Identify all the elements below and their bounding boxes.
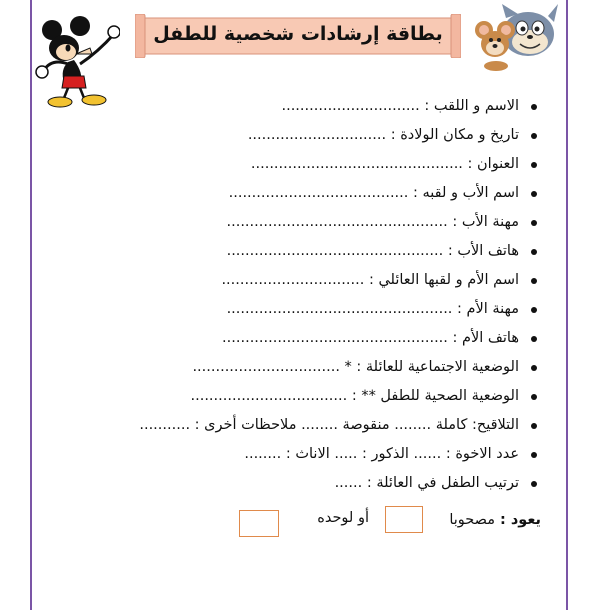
- accompanied-label: مصحوبا: [449, 512, 495, 528]
- field-father-name: اسم الأب و لقبه : .......................................: [67, 179, 537, 208]
- alone-label: أو لوحده: [317, 510, 369, 526]
- field-birth-date-place: تاريخ و مكان الولادة : ..............................: [67, 121, 537, 150]
- tom-and-jerry-illustration: [466, 4, 566, 72]
- field-child-name: الاسم و اللقب : ..............................: [67, 92, 537, 121]
- field-father-phone: هاتف الأب : ...............................................: [67, 237, 537, 266]
- field-mother-phone: هاتف الأم : .................................................: [67, 324, 537, 353]
- field-siblings-count: عدد الاخوة : ...... الذكور : ..... الاناث : ........: [67, 440, 537, 469]
- field-address: العنوان : ..............................................: [67, 150, 537, 179]
- field-mother-name: اسم الأم و لقبها العائلي : ...............................: [67, 266, 537, 295]
- field-birth-order: ترتيب الطفل في العائلة : ......: [67, 469, 537, 498]
- return-options: [241, 506, 541, 538]
- alone-checkbox[interactable]: [239, 510, 279, 537]
- title-banner: [135, 14, 461, 58]
- return-label: يعود :: [499, 512, 541, 528]
- field-father-job: مهنة الأب : ................................................: [67, 208, 537, 237]
- info-form: [67, 92, 537, 498]
- accompanied-checkbox[interactable]: [385, 506, 423, 533]
- field-vaccinations: التلاقيح: كاملة ........ منقوصة ........ ملاحظات أخرى : ...........: [67, 411, 537, 440]
- field-child-health-status: الوضعية الصحية للطفل ** : ..................................: [67, 382, 537, 411]
- field-family-social-status: الوضعية الاجتماعية للعائلة : * ................................: [67, 353, 537, 382]
- page-title: بطاقة إرشادات شخصية للطفل: [153, 23, 443, 45]
- field-mother-job: مهنة الأم : .................................................: [67, 295, 537, 324]
